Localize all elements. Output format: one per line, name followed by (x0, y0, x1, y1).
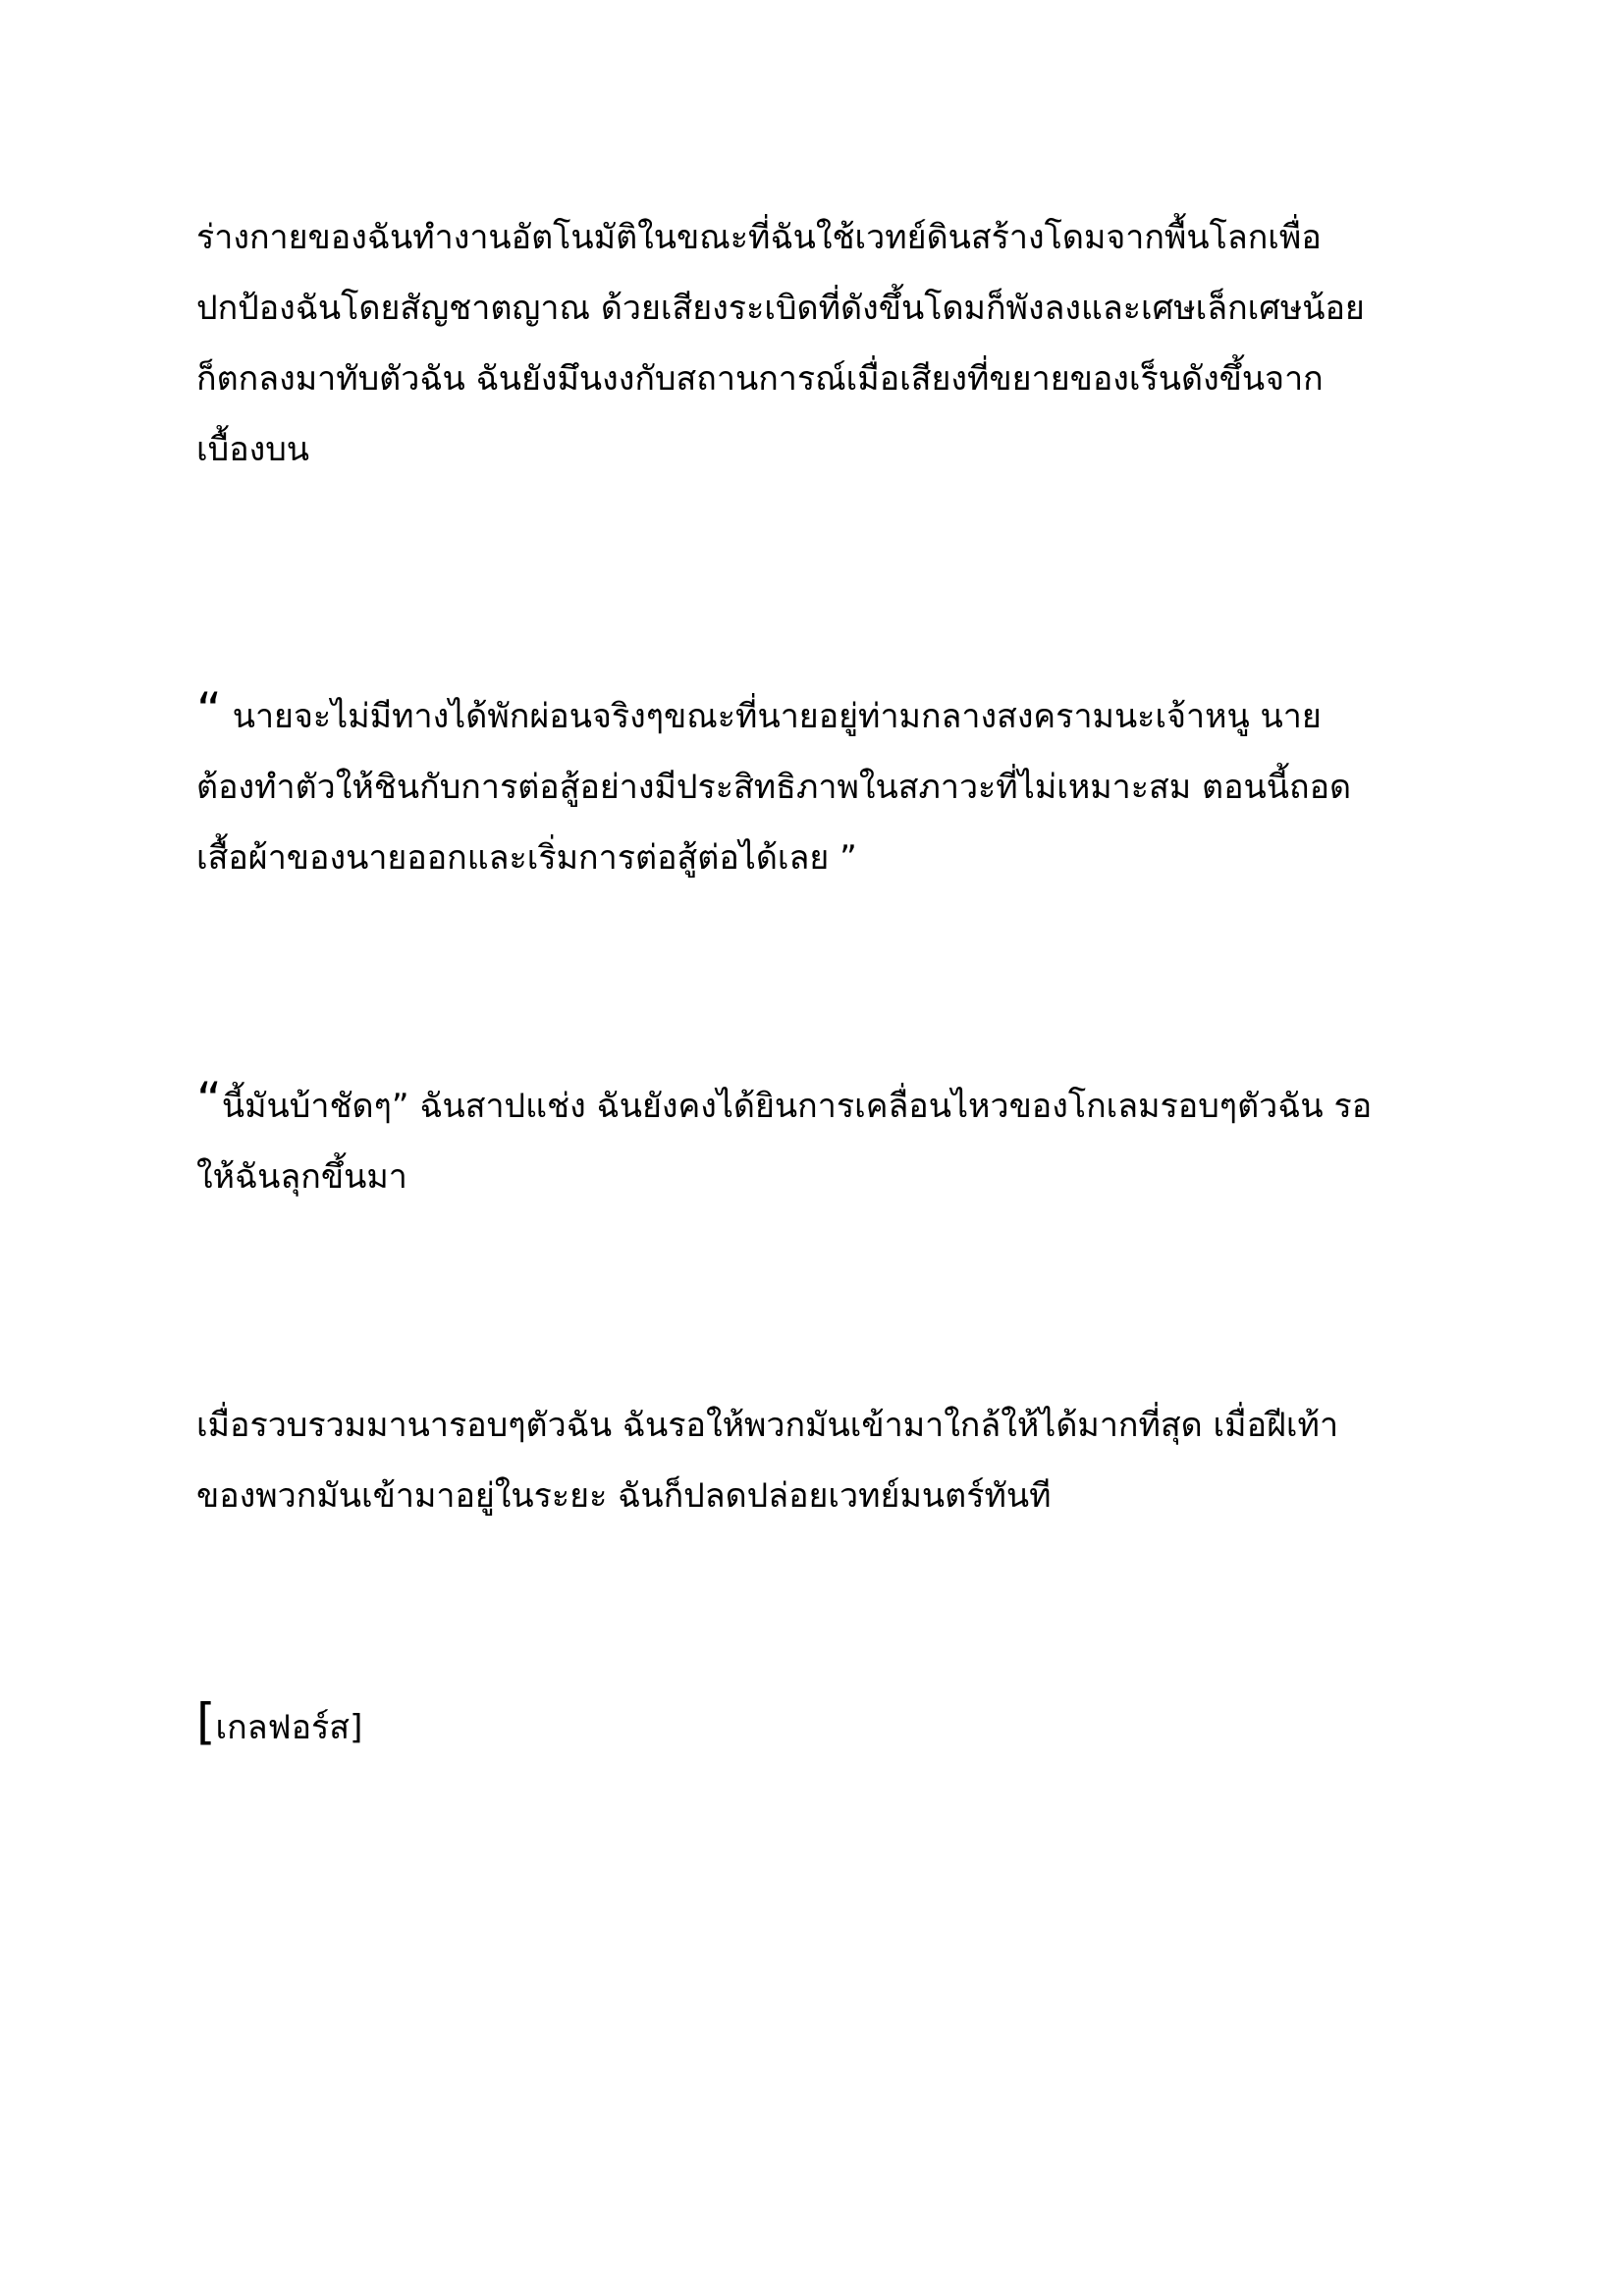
opening-quote-mark: “ (196, 682, 222, 739)
text-line-content: นี้มันบ้าชัดๆ” ฉันสาปแช่ง ฉันยังคงได้ยินการเคลื่อนไหวของโกเลมรอบๆตัวฉัน รอ (221, 1087, 1373, 1126)
spell-name: เกลฟอร์ส (215, 1708, 351, 1747)
text-line: ของพวกมันเข้ามาอยู่ในระยะ ฉันก็ปลดปล่อยเวทย์มนตร์ทันที (196, 1476, 1052, 1516)
paragraph-dome-collapse (196, 202, 1463, 485)
text-line: เสื้อผ้าของนายออกและเริ่มการต่อสู้ต่อได้เลย ” (196, 838, 857, 878)
text-line: เบื้องบน (196, 430, 310, 469)
text-line: ก็ตกลงมาทับตัวฉัน ฉันยังมึนงงกับสถานการณ์เมื่อเสียงที่ขยายของเร็นดังขึ้นจาก (196, 359, 1324, 399)
paragraph-curse-dialogue (196, 1071, 1463, 1212)
paragraph-spell-name (196, 1692, 1463, 1763)
text-line (196, 681, 1463, 752)
opening-quote-mark: “ (196, 1072, 222, 1129)
paragraph-ren-dialogue (196, 681, 1463, 893)
text-line: ต้องทำตัวให้ชินกับการต่อสู้อย่างมีประสิทธิภาพในสภาวะที่ไม่เหมาะสม ตอนนี้ถอด (196, 768, 1352, 807)
text-line (196, 1692, 1463, 1763)
text-line: ร่างกายของฉันทำงานอัตโนมัติในขณะที่ฉันใช้เวทย์ดินสร้างโดมจากพื้นโลกเพื่อ (196, 218, 1322, 257)
text-line: ปกป้องฉันโดยสัญชาตญาณ ด้วยเสียงระเบิดที่ดังขึ้นโดมก็พังลงและเศษเล็กเศษน้อย (196, 289, 1365, 328)
text-line: ให้ฉันลุกขึ้นมา (196, 1157, 407, 1197)
text-line: เมื่อรวบรวมมานารอบๆตัวฉัน ฉันรอให้พวกมันเข้ามาใกล้ให้ได้มากที่สุด เมื่อฝีเท้า (196, 1406, 1339, 1445)
closing-bracket: ] (350, 1708, 363, 1747)
paragraph-gather-mana (196, 1390, 1463, 1531)
text-line (196, 1071, 1463, 1142)
opening-bracket: [ (196, 1693, 216, 1750)
text-line-content: นายจะไม่มีทางได้พักผ่อนจริงๆขณะที่นายอยู่ท่ามกลางสงครามนะเจ้าหนู นาย (221, 697, 1322, 736)
